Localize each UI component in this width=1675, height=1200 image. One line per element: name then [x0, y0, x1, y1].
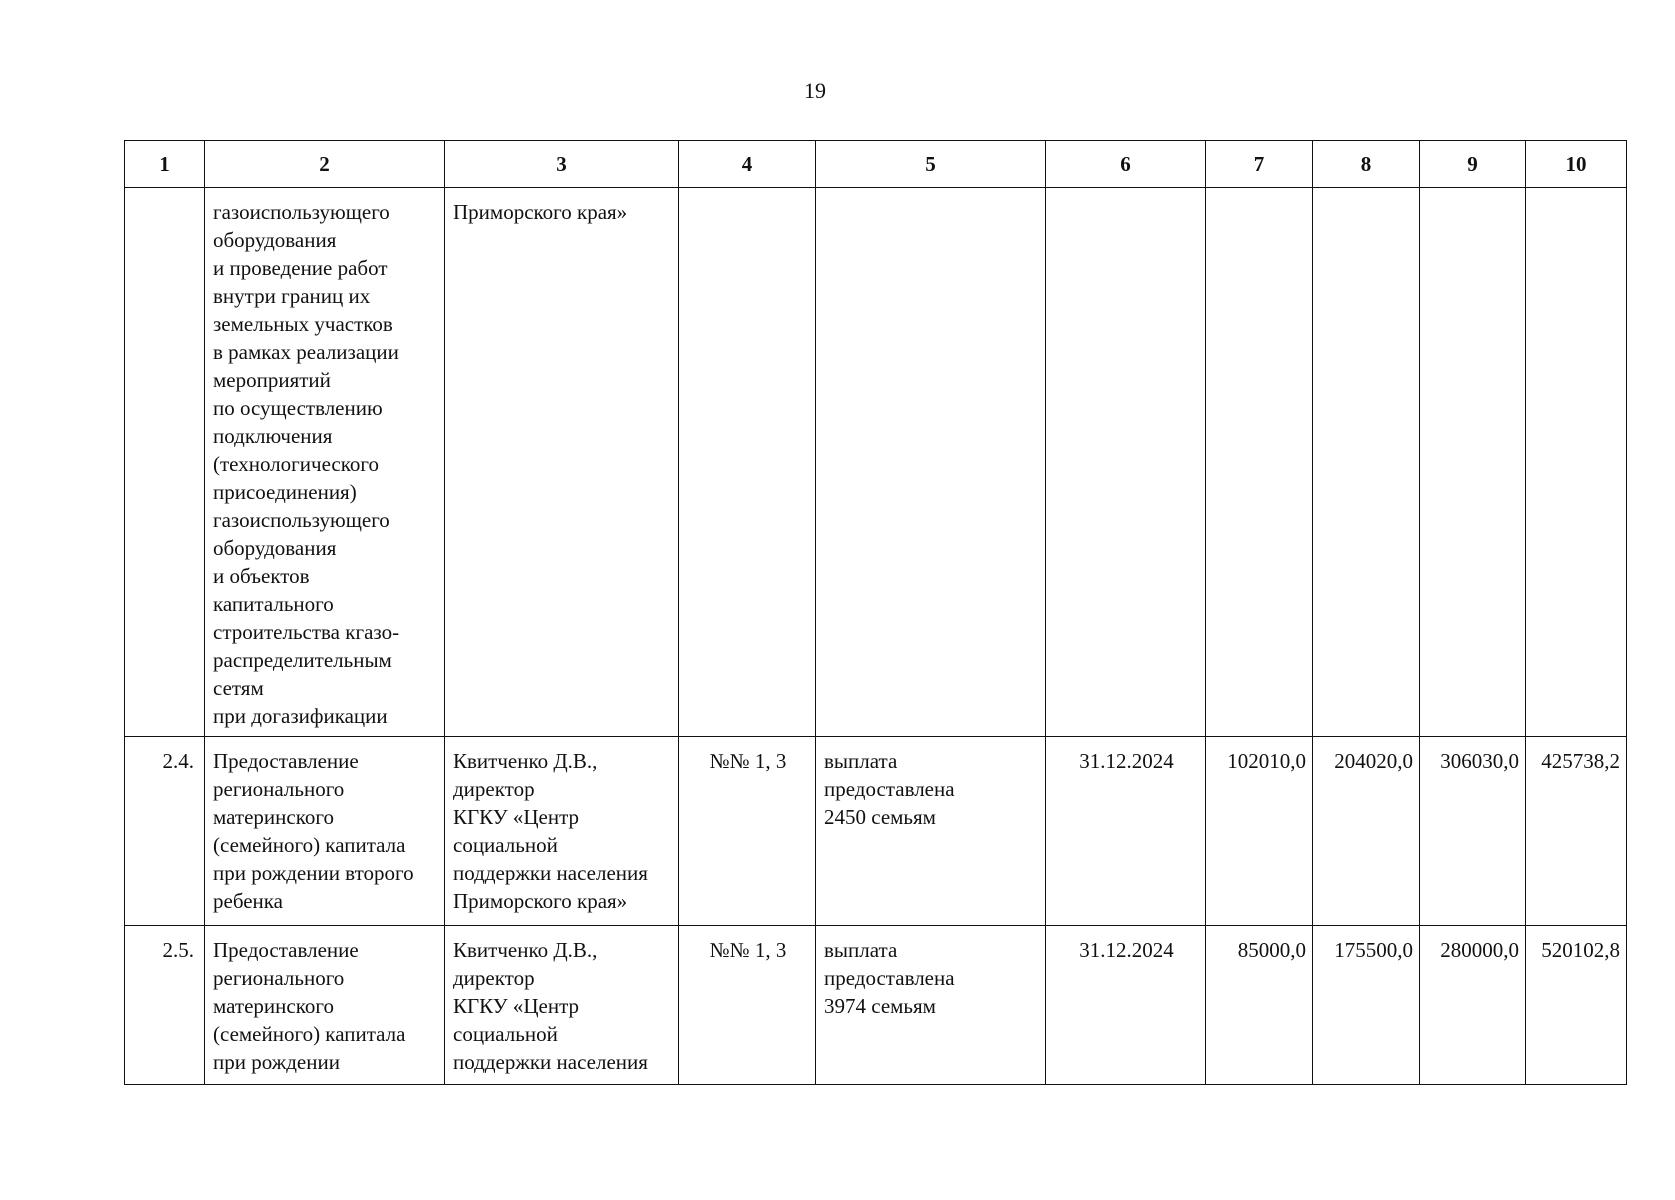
- result-description: выплата предоставлена 3974 семьям: [824, 938, 955, 1018]
- table-row: [125, 188, 1627, 737]
- activity-name: Предоставление регионального материнского (семейного) капитала при рождении: [213, 938, 406, 1074]
- value-col9: [1420, 188, 1525, 204]
- deadline-date: 31.12.2024: [1079, 749, 1174, 773]
- data-table: [124, 140, 1627, 1085]
- result-description: выплата предоставлена 2450 семьям: [824, 749, 955, 829]
- column-header: 8: [1313, 141, 1420, 188]
- value-col10: 520102,8: [1541, 938, 1620, 962]
- value-col9: 306030,0: [1440, 749, 1519, 773]
- value-col7: 85000,0: [1237, 938, 1306, 962]
- column-header: 3: [445, 141, 679, 188]
- responsible-person: Приморского края»: [453, 200, 628, 224]
- value-col8: 175500,0: [1334, 938, 1413, 962]
- value-col10: 425738,2: [1541, 749, 1620, 773]
- value-col8: [1313, 188, 1419, 204]
- value-col7: 102010,0: [1227, 749, 1306, 773]
- value-col10: [1526, 188, 1626, 204]
- responsible-person: Квитченко Д.В., директор КГКУ «Центр социальной поддержки населения Приморского края»: [453, 749, 648, 913]
- table-row: [125, 926, 1627, 1085]
- column-header: 6: [1046, 141, 1206, 188]
- column-header: 4: [679, 141, 816, 188]
- row-number: 2.5.: [162, 938, 194, 962]
- page-number: 19: [804, 78, 826, 103]
- column-header: 7: [1206, 141, 1313, 188]
- column-header: 5: [816, 141, 1046, 188]
- value-col7: [1206, 188, 1312, 204]
- result-description: [816, 188, 1045, 204]
- indicator-numbers: №№ 1, 3: [709, 938, 787, 962]
- column-header: 10: [1526, 141, 1627, 188]
- deadline-date: [1046, 188, 1205, 204]
- column-header: 2: [205, 141, 445, 188]
- indicator-numbers: [679, 188, 815, 204]
- row-number: 2.4.: [162, 749, 194, 773]
- table-header-row: [125, 141, 1627, 188]
- column-header: 1: [125, 141, 205, 188]
- deadline-date: 31.12.2024: [1079, 938, 1174, 962]
- responsible-person: Квитченко Д.В., директор КГКУ «Центр социальной поддержки населения: [453, 938, 648, 1074]
- row-number: [125, 188, 204, 204]
- activity-name: Предоставление регионального материнского (семейного) капитала при рождении второго ребенка: [213, 749, 414, 913]
- column-header: 9: [1420, 141, 1526, 188]
- activity-name: газоиспользующего оборудования и проведение работ внутри границ их земельных участков в рамках реализации мероприятий по осуществлению подключения (технологического присоединения) газоиспользующего оборудования и объектов капитального строительства кгазо- распределительным сетям при догазификации: [213, 200, 400, 728]
- value-col9: 280000,0: [1440, 938, 1519, 962]
- indicator-numbers: №№ 1, 3: [709, 749, 787, 773]
- table-row: [125, 737, 1627, 926]
- value-col8: 204020,0: [1334, 749, 1413, 773]
